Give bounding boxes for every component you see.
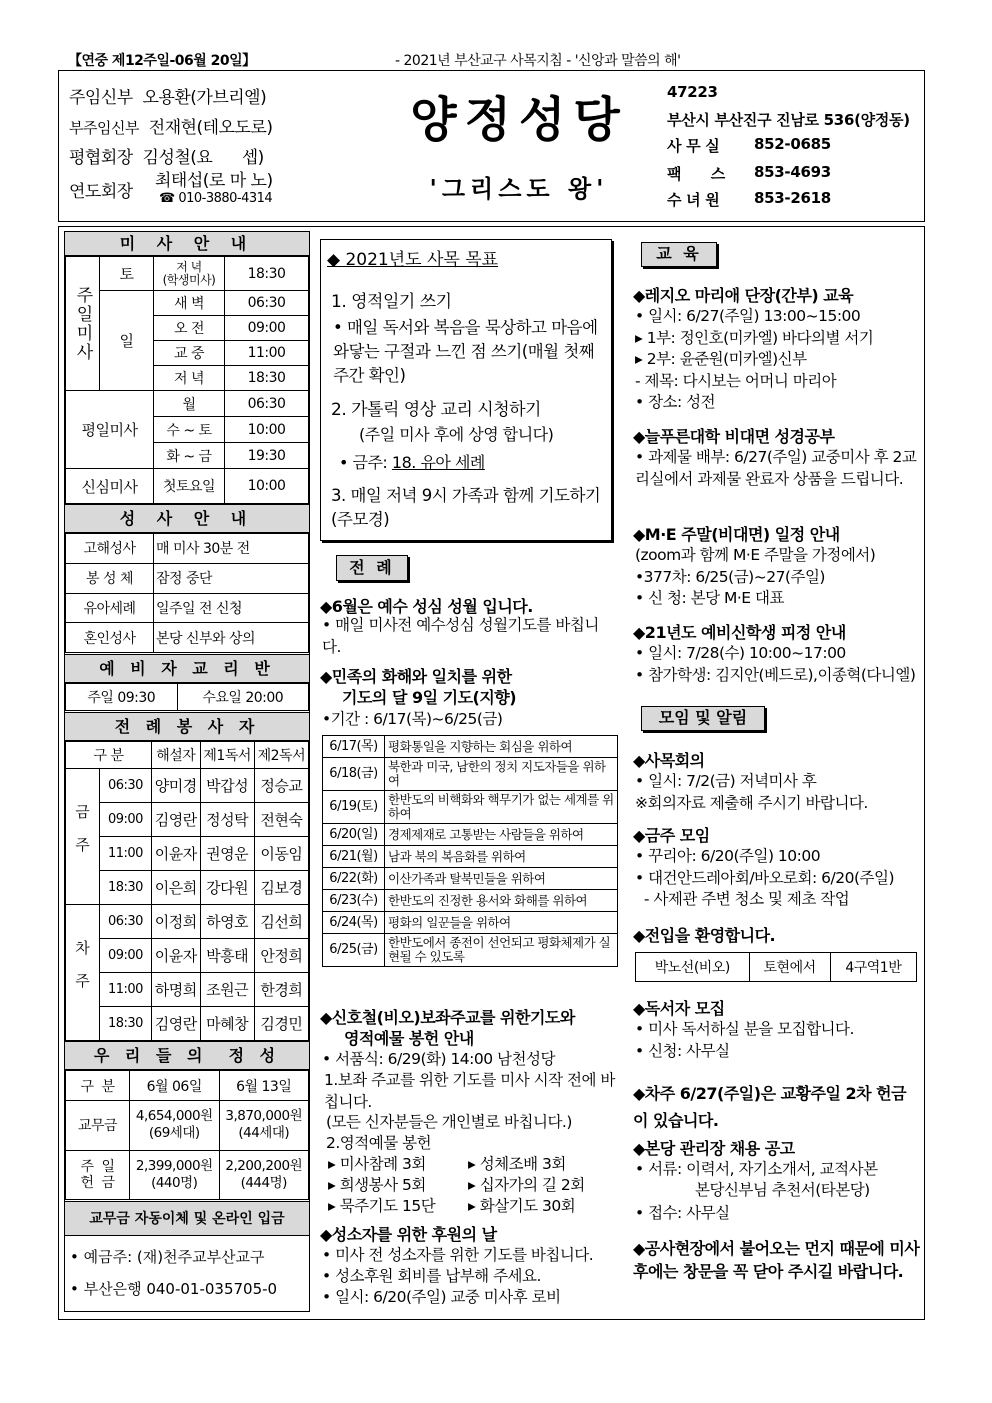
sun-label: 일 <box>100 291 154 391</box>
devotion-label: 신심미사 <box>66 469 154 504</box>
week-label: 차주 <box>66 905 100 1041</box>
server-name: 한경희 <box>254 973 308 1007</box>
goals-title <box>327 250 498 272</box>
staff-4-role: 연도회장 <box>69 182 133 202</box>
devotion-day: 첫토요일 <box>154 469 225 504</box>
prayer-row <box>323 758 618 791</box>
meetings-details <box>635 846 894 911</box>
sac-value: 본당 신부와 상의 <box>154 623 309 653</box>
detail-line: (zoom과 함께 M·E 주말을 가정에서) <box>635 546 876 564</box>
offering-item: ▸ 희생봉사 5회 <box>328 1176 426 1194</box>
mass-name: 새 벽 <box>154 291 225 316</box>
detail-line: • 미사 독서하실 분을 모집합니다. <box>635 1020 854 1038</box>
hiring-title: ◆본당 관리장 채용 공고 <box>633 1139 795 1158</box>
mass-name: 오 전 <box>154 316 225 341</box>
detail-line: ▸ 1부: 정인호(미카엘) 바다의별 서기 <box>635 328 874 347</box>
name: 김성철(요 셉) <box>142 148 264 168</box>
server-time: 11:00 <box>99 973 151 1007</box>
col-header: 6월 13일 <box>219 1071 309 1101</box>
server-name: 이동임 <box>254 837 308 871</box>
server-time: 09:00 <box>99 803 151 837</box>
name: 오용환(가브리엘) <box>142 88 267 108</box>
week-label: 금주 <box>66 769 100 905</box>
devotion-time: 10:00 <box>225 469 309 504</box>
sat-label: 토 <box>100 257 154 291</box>
week-topic: 18. 유아 세례 <box>391 453 485 472</box>
goal-1: 1. 영적일기 쓰기 <box>331 292 452 312</box>
prayer-date: 6/22(화) <box>323 868 385 890</box>
sac-label: 봉 성 체 <box>66 563 154 593</box>
server-name: 이윤자 <box>152 837 201 871</box>
fax-label: 팩 스 <box>667 165 725 183</box>
detail-line: • 대건안드레아회/바오로회: 6/20(주일) <box>635 868 894 887</box>
catechumen-heading: 예 비 자 교 리 반 <box>65 655 309 683</box>
goal-1-detail: • 매일 독서와 복음을 묵상하고 마음에 와닿는 구절과 느낀 점 쓰기(매월 첫째 주간 확인) <box>333 318 598 385</box>
vocation-title: ◆성소자를 위한 후원의 날 <box>320 1225 497 1244</box>
weekday-day: 월 <box>154 391 225 417</box>
col-header: 제1독서 <box>200 742 254 769</box>
col-header: 6월 06일 <box>130 1071 220 1101</box>
servers-heading: 전 례 봉 사 자 <box>65 713 309 741</box>
prayer-intention: 남과 북의 복음화를 위하여 <box>385 846 618 868</box>
weekday-day: 수 ~ 토 <box>154 417 225 443</box>
dust-notice: ◆공사현장에서 불어오는 먼지 때문에 미사 후에는 창문을 꼭 닫아 주시길 바랍니다. <box>633 1239 920 1281</box>
individual-note: (모든 신자분들은 개인별로 바칩니다.) <box>326 1113 572 1131</box>
offering-value: 2,200,200원 (444명) <box>219 1150 309 1200</box>
prayer-intention: 한반도에서 종전이 선언되고 평화체제가 실현될 수 있도록 <box>385 934 618 967</box>
detail-line: ※회의자료 제출해 주시기 바랍니다. <box>635 793 868 812</box>
catechumen-wed: 수요일 20:00 <box>177 684 308 711</box>
detail-line: • 일시: 7/2(금) 저녁미사 후 <box>635 772 817 790</box>
me-details <box>635 545 875 610</box>
mass-name: 저 녁 (학생미사) <box>154 257 225 291</box>
reconciliation-title: ◆민족의 화해와 일치를 위한 <box>320 667 512 686</box>
col-header: 구 분 <box>66 1071 130 1101</box>
goals-title-text: ◆ 2021년도 사목 목표 <box>327 250 499 270</box>
prayer-date: 6/20(일) <box>323 824 385 846</box>
ordination: • 서품식: 6/29(화) 14:00 남천성당 <box>322 1050 555 1068</box>
mass-time: 18:30 <box>225 257 309 291</box>
server-name: 조원근 <box>200 973 254 1007</box>
server-name: 강다원 <box>200 871 254 905</box>
server-name: 박갑성 <box>200 769 254 803</box>
server-name: 하영호 <box>200 905 254 939</box>
offering-item: ▸ 미사참례 3회 <box>328 1155 426 1173</box>
reader-title: ◆독서자 모집 <box>633 999 725 1018</box>
prayer-date: 6/17(목) <box>323 736 385 758</box>
server-time: 18:30 <box>99 1007 151 1041</box>
vocation-line: • 일시: 6/20(주일) 교중 미사후 로비 <box>322 1288 561 1306</box>
sac-value: 잠정 중단 <box>154 563 309 593</box>
server-name: 이은희 <box>152 871 201 905</box>
seminary-title: ◆21년도 예비신학생 피정 안내 <box>633 623 846 642</box>
welcome-title: ◆전입을 환영합니다. <box>633 926 776 945</box>
prayer-row <box>323 934 618 967</box>
mass-time: 09:00 <box>225 316 309 341</box>
col-header: 구 분 <box>66 742 152 769</box>
prayer-row <box>323 791 618 824</box>
offering-item: ▸ 성체조배 3회 <box>468 1155 566 1173</box>
autopay-heading: 교무금 자동이체 및 온라인 입금 <box>65 1202 309 1236</box>
staff-1 <box>69 83 266 108</box>
prayer-date: 6/23(수) <box>323 890 385 912</box>
prayer-row <box>323 912 618 934</box>
detail-line: • 신 청: 본당 M·E 대표 <box>635 589 784 607</box>
account-holder: • 예금주: (재)천주교부산교구 <box>70 1248 265 1266</box>
legio-title: ◆레지오 마리애 단장(간부) 교육 <box>633 286 854 305</box>
prayer-row <box>323 890 618 912</box>
prayer-intention: 평화의 일꾼들을 위하여 <box>385 912 618 934</box>
offering-item: ▸ 화살기도 30회 <box>468 1197 576 1215</box>
mass-time: 18:30 <box>225 366 309 391</box>
offering-item: ▸ 십자가의 길 2회 <box>468 1176 585 1194</box>
reader-details <box>635 1019 854 1062</box>
server-name: 하명희 <box>152 973 201 1007</box>
goal-2-week <box>339 452 485 474</box>
education-tag: 교 육 <box>641 242 717 267</box>
prayer-intention: 북한과 미국, 남한의 정치 지도자들을 위하여 <box>385 758 618 791</box>
col-header: 제2독서 <box>254 742 308 769</box>
prayer-date: 6/24(목) <box>323 912 385 934</box>
staff-3 <box>69 143 264 168</box>
prayer-date: 6/25(금) <box>323 934 385 967</box>
sac-label: 유아세례 <box>66 593 154 623</box>
server-name: 안정희 <box>254 939 308 973</box>
bishop-title-2: 영적예물 봉헌 안내 <box>344 1029 474 1048</box>
server-name: 김선희 <box>254 905 308 939</box>
offering-value: 3,870,000원 (44세대) <box>219 1101 309 1151</box>
reconciliation-title-2: 기도의 달 9일 기도(지향) <box>342 688 517 707</box>
sac-label: 혼인성사 <box>66 623 154 653</box>
sacred-heart-title: ◆6월은 예수 성심 성월 입니다. <box>320 597 533 616</box>
server-name: 이정희 <box>152 905 201 939</box>
vocation-line: • 성소후원 회비를 납부해 주세요. <box>322 1267 541 1285</box>
server-time: 09:00 <box>99 939 151 973</box>
meetings-title: ◆금주 모임 <box>633 826 710 845</box>
convent-phone: 853-2618 <box>754 189 831 207</box>
prayer-intention: 한반도의 비핵화와 핵무기가 없는 세계를 위하여 <box>385 791 618 824</box>
phone: ☎ 010-3880-4314 <box>159 191 273 206</box>
prayer-intention: 이산가족과 탈북민들을 위하여 <box>385 868 618 890</box>
server-name: 정승교 <box>254 769 308 803</box>
detail-line: • 일시: 6/27(주일) 13:00~15:00 <box>635 307 861 325</box>
offering-label: 교무금 <box>66 1101 130 1151</box>
newcomer-name: 박노선(비오) <box>636 953 750 982</box>
col-header: 해설자 <box>152 742 201 769</box>
parish-subtitle: '그리스도 왕' <box>429 174 609 203</box>
offering-value: 2,399,000원 (440명) <box>130 1150 220 1200</box>
hiring-submit: • 접수: 사무실 <box>635 1204 730 1222</box>
server-name: 정성탁 <box>200 803 254 837</box>
detail-line: ▸ 2부: 윤준원(미카엘)신부 <box>635 350 807 368</box>
prayer-row <box>323 868 618 890</box>
detail-line: - 사제관 주변 청소 및 제초 작업 <box>635 890 850 908</box>
sacraments <box>64 505 310 655</box>
goal-2: 2. 가톨릭 영상 교리 시청하기 <box>331 400 541 420</box>
goal-3: 3. 매일 저녁 9시 가족과 함께 기도하기(주모경) <box>331 486 601 529</box>
offering-item: ▸ 묵주기도 15단 <box>328 1197 436 1215</box>
council-details <box>635 771 868 814</box>
server-name: 마혜창 <box>200 1007 254 1041</box>
server-time: 18:30 <box>99 871 151 905</box>
issue-label: 【연중 제12주일-06월 20일】 <box>68 53 256 69</box>
server-name: 김영란 <box>152 803 201 837</box>
detail-line: •377차: 6/25(금)~27(주일) <box>635 567 825 586</box>
role: 부주임신부 <box>69 119 139 137</box>
server-name: 전현숙 <box>254 803 308 837</box>
server-name: 이윤자 <box>152 939 201 973</box>
prayer-date: 6/18(금) <box>323 758 385 791</box>
parish-title: 양정성당 <box>410 92 628 148</box>
mass-name: 저 녁 <box>154 366 225 391</box>
server-time: 06:30 <box>99 769 151 803</box>
masthead <box>58 70 925 222</box>
mass-time: 06:30 <box>225 291 309 316</box>
name: 전재현(테오도로) <box>148 118 273 138</box>
weekday-day: 화 ~ 금 <box>154 443 225 469</box>
prayer-intentions <box>322 735 618 967</box>
office-label: 사 무 실 <box>667 137 720 155</box>
prayer-intention: 한반도의 진정한 용서와 화해를 위하여 <box>385 890 618 912</box>
detail-line: • 신청: 사무실 <box>635 1041 730 1060</box>
mass-time: 11:00 <box>225 341 309 366</box>
detail-line: • 일시: 7/28(수) 10:00~17:00 <box>635 644 846 662</box>
pastoral-goals <box>320 239 612 541</box>
mass-schedule <box>64 231 310 505</box>
server-name: 김영란 <box>152 1007 201 1041</box>
mass-heading: 미 사 안 내 <box>65 232 309 256</box>
week-label: • 금주: <box>339 453 392 472</box>
server-name: 김보경 <box>254 871 308 905</box>
prayer-intention: 경제제재로 고통받는 사람들을 위하여 <box>385 824 618 846</box>
bishop-title: ◆신호철(비오)보좌주교를 위한기도와 <box>320 1008 575 1027</box>
mass-name: 교 중 <box>154 341 225 366</box>
goal-2-detail: (주일 미사 후에 상영 합니다) <box>359 425 554 444</box>
prayer-intention: 평화통일을 지향하는 회심을 위하여 <box>385 736 618 758</box>
prayer-row <box>323 824 618 846</box>
server-time: 06:30 <box>99 905 151 939</box>
role: 평협회장 <box>69 148 133 168</box>
staff-4-name: 최태섭(로 마 노) <box>155 171 273 191</box>
hiring-docs: • 서류: 이력서, 자기소개서, 교적사본 <box>635 1160 878 1178</box>
offerings <box>64 1042 310 1202</box>
bible-body: • 과제물 배부: 6/27(주일) 교중미사 후 2교리실에서 과제물 완료자 상품을 드립니다. <box>635 448 917 488</box>
sacred-heart-body: • 매일 미사전 예수성심 성월기도를 바칩니다. <box>322 616 599 656</box>
server-time: 11:00 <box>99 837 151 871</box>
catechumen-class <box>64 655 310 713</box>
offering-label: 주 일 헌 금 <box>66 1150 130 1200</box>
prayer-note: 1.보좌 주교를 위한 기도를 미사 시작 전에 바칩니다. <box>324 1071 615 1111</box>
spiritual-offering: 2.영적예물 봉헌 <box>326 1134 432 1152</box>
autopay <box>64 1202 310 1312</box>
fax-number: 853-4693 <box>754 163 831 181</box>
office-phone: 852-0685 <box>754 135 831 153</box>
liturgy-servers <box>64 713 310 1042</box>
server-name: 김경민 <box>254 1007 308 1041</box>
sac-value: 일주일 전 신청 <box>154 593 309 623</box>
weekday-label: 평일미사 <box>66 391 154 469</box>
news-tag: 모임 및 알림 <box>641 706 765 731</box>
prayer-row <box>323 846 618 868</box>
vocation-line: • 미사 전 성소자를 위한 기도를 바칩니다. <box>322 1246 594 1264</box>
liturgy-tag: 전 례 <box>336 555 408 581</box>
offering-heading: 우 리 들 의 정 성 <box>65 1042 309 1070</box>
weekday-time: 19:30 <box>225 443 309 469</box>
newcomer-origin: 토현에서 <box>749 953 830 982</box>
prayer-period: •기간 : 6/17(목)~6/25(금) <box>322 710 503 728</box>
newcomer-zone: 4구역1반 <box>830 953 916 982</box>
me-title: ◆M·E 주말(비대면) 일정 안내 <box>633 525 840 544</box>
prayer-row <box>323 736 618 758</box>
bank-account: • 부산은행 040-01-035705-0 <box>70 1280 278 1298</box>
hiring-docs-2: 본당신부님 추천서(타본당) <box>695 1181 870 1199</box>
seminary-details <box>635 643 915 686</box>
detail-line: • 참가학생: 김지안(베드로),이종혁(다니엘) <box>635 665 916 684</box>
server-name: 권영운 <box>200 837 254 871</box>
sunday-mass-label: 주일미사 <box>66 257 100 391</box>
role: 주임신부 <box>69 88 133 108</box>
detail-line: - 제목: 다시보는 어머니 마리아 <box>635 371 837 390</box>
sacraments-heading: 성 사 안 내 <box>65 505 309 533</box>
server-name: 박흥태 <box>200 939 254 973</box>
detail-line: • 꾸리아: 6/20(주일) 10:00 <box>635 847 821 865</box>
sac-label: 고해성사 <box>66 534 154 564</box>
prayer-date: 6/19(토) <box>323 791 385 824</box>
legio-details <box>635 306 873 414</box>
sac-value: 매 미사 30분 전 <box>154 534 309 564</box>
council-title: ◆사목회의 <box>633 751 705 770</box>
convent-label: 수 녀 원 <box>667 191 720 209</box>
collection-notice: ◆차주 6/27(주일)은 교황주일 2차 헌금이 있습니다. <box>633 1084 907 1130</box>
prayer-date: 6/21(월) <box>323 846 385 868</box>
diocese-motto: - 2021년 부산교구 사목지침 - '신앙과 말씀의 해' <box>395 53 681 69</box>
catechumen-sun: 주일 09:30 <box>66 684 178 711</box>
server-name: 양미경 <box>152 769 201 803</box>
offering-value: 4,654,000원 (69세대) <box>130 1101 220 1151</box>
weekday-time: 10:00 <box>225 417 309 443</box>
weekday-time: 06:30 <box>225 391 309 417</box>
zip: 47223 <box>667 83 718 101</box>
staff-2 <box>69 113 272 138</box>
detail-line: • 장소: 성전 <box>635 393 716 411</box>
bible-title: ◆늘푸른대학 비대면 성경공부 <box>633 427 835 446</box>
welcome-table <box>635 952 917 982</box>
address: 부산시 부산진구 진남로 536(양정동) <box>667 111 910 129</box>
